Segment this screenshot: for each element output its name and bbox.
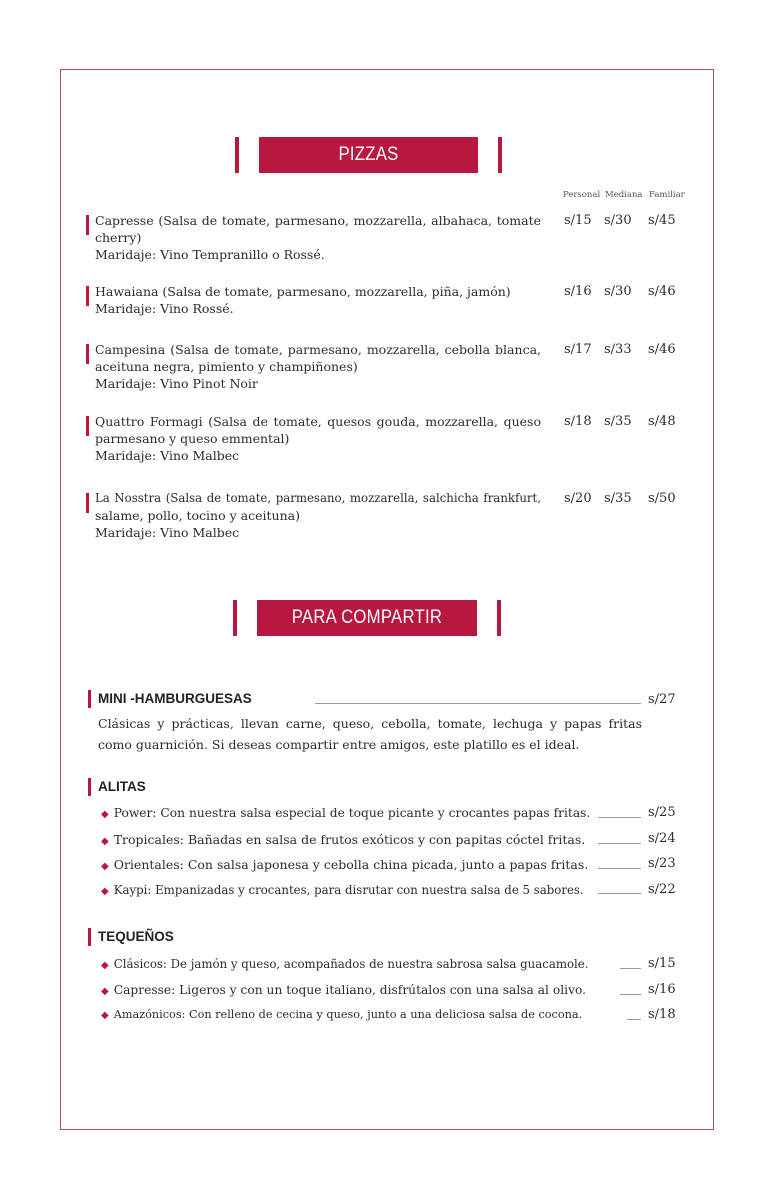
pizza-line: Capresse (Salsa de tomate, parmesano, mozzarella, albahaca, tomate [95, 213, 541, 228]
item-price: s/22 [648, 882, 676, 897]
size-header-familiar: Familiar [649, 190, 685, 200]
pizza-line: aceituna negra, pimiento y champiñones) [95, 359, 358, 374]
mini-title: MINI -HAMBURGUESAS [98, 691, 252, 706]
price-mediana: s/33 [604, 342, 632, 357]
leader-line [627, 1019, 641, 1020]
list-item-alitas-orientales [101, 857, 588, 872]
price-personal: s/16 [564, 284, 592, 299]
price-mediana: s/30 [604, 284, 632, 299]
diamond-icon: ◆ [101, 986, 109, 997]
price-familiar: s/48 [648, 414, 676, 429]
pizza-pairing: Maridaje: Vino Pinot Noir [95, 376, 258, 391]
pizza-line: Quattro Formagi (Salsa de tomate, quesos gouda, mozzarella, queso [95, 414, 541, 429]
item-price: s/18 [648, 1007, 676, 1022]
price-familiar: s/50 [648, 491, 676, 506]
diamond-icon: ◆ [101, 809, 109, 820]
tequenos-title: TEQUEÑOS [98, 929, 174, 944]
list-item-alitas-tropicales [101, 832, 585, 847]
item-text: Capresse: Ligeros y con un toque italiano, disfrútalos con una salsa al olivo. [113, 983, 587, 997]
price-mediana: s/35 [604, 414, 632, 429]
price-mediana: s/35 [604, 491, 632, 506]
list-item-tequenos-capresse [101, 983, 586, 997]
leader-line [598, 843, 641, 844]
item-price: s/24 [648, 831, 676, 846]
leader-line [598, 817, 641, 818]
item-text: Tropicales: Bañadas en salsa de frutos exóticos y con papitas cóctel fritas. [113, 832, 586, 847]
size-header-mediana: Mediana [605, 190, 643, 200]
price-familiar: s/46 [648, 284, 676, 299]
leader-line [598, 893, 641, 894]
item-price: s/25 [648, 805, 676, 820]
pizzas-title: PIZZAS [338, 144, 399, 165]
diamond-icon: ◆ [101, 886, 109, 897]
item-text: Kaypi: Empanizadas y crocantes, para disrutar con nuestra salsa de 5 sabores. [113, 883, 584, 897]
leader-line [620, 994, 641, 995]
diamond-icon: ◆ [101, 836, 109, 847]
item-text: Power: Con nuestra salsa especial de toque picante y crocantes papas fritas. [113, 806, 591, 820]
alitas-title: ALITAS [98, 779, 146, 794]
diamond-icon: ◆ [101, 861, 109, 872]
list-item-alitas-kaypi [101, 883, 584, 897]
pizza-line: Hawaiana (Salsa de tomate, parmesano, mozzarella, piña, jamón) [95, 284, 511, 299]
leader-line [620, 968, 641, 969]
diamond-icon: ◆ [101, 1010, 109, 1021]
pizza-pairing: Maridaje: Vino Malbec [95, 525, 240, 540]
pizza-pairing: Maridaje: Vino Tempranillo o Rossé. [95, 247, 325, 262]
item-price: s/23 [648, 856, 676, 871]
item-text: Orientales: Con salsa japonesa y cebolla china picada, junto a papas fritas. [113, 857, 589, 872]
price-personal: s/17 [564, 342, 592, 357]
item-price: s/15 [648, 956, 676, 971]
pizza-pairing: Maridaje: Vino Rossé. [95, 301, 234, 316]
item-price: s/16 [648, 982, 676, 997]
diamond-icon: ◆ [101, 960, 109, 971]
pizza-line: La Nosstra (Salsa de tomate, parmesano, mozzarella, salchicha frankfurt, [95, 491, 541, 505]
price-mediana: s/30 [604, 213, 632, 228]
mini-price: s/27 [648, 692, 676, 707]
pizza-line: Campesina (Salsa de tomate, parmesano, mozzarella, cebolla blanca, [95, 342, 541, 357]
item-text: Clásicos: De jamón y queso, acompañados de nuestra sabrosa salsa guacamole. [113, 957, 589, 971]
list-item-tequenos-amazonicos [101, 1008, 582, 1021]
pizzas-banner [235, 137, 502, 173]
price-familiar: s/45 [648, 213, 676, 228]
size-header-personal: Personal [563, 190, 601, 200]
list-item-alitas-power [101, 806, 590, 820]
mini-description: Clásicas y prácticas, llevan carne, queso, cebolla, tomate, lechuga y papas fritas como guarnición. Si deseas compartir entre amigos, este platillo es el ideal. [98, 716, 642, 752]
price-personal: s/18 [564, 414, 592, 429]
pizza-line: salame, pollo, tocino y aceituna) [95, 508, 300, 523]
item-text: Amazónicos: Con relleno de cecina y queso, junto a una deliciosa salsa de cocona. [113, 1008, 583, 1021]
price-personal: s/20 [564, 491, 592, 506]
pizza-pairing: Maridaje: Vino Malbec [95, 448, 240, 463]
price-personal: s/15 [564, 213, 592, 228]
list-item-tequenos-clasicos [101, 957, 588, 971]
compartir-banner [233, 600, 501, 636]
compartir-title: PARA COMPARTIR [291, 607, 443, 628]
leader-line [315, 703, 641, 704]
price-familiar: s/46 [648, 342, 676, 357]
pizza-line: parmesano y queso emmental) [95, 431, 290, 446]
pizza-line: cherry) [95, 230, 142, 245]
leader-line [598, 868, 641, 869]
